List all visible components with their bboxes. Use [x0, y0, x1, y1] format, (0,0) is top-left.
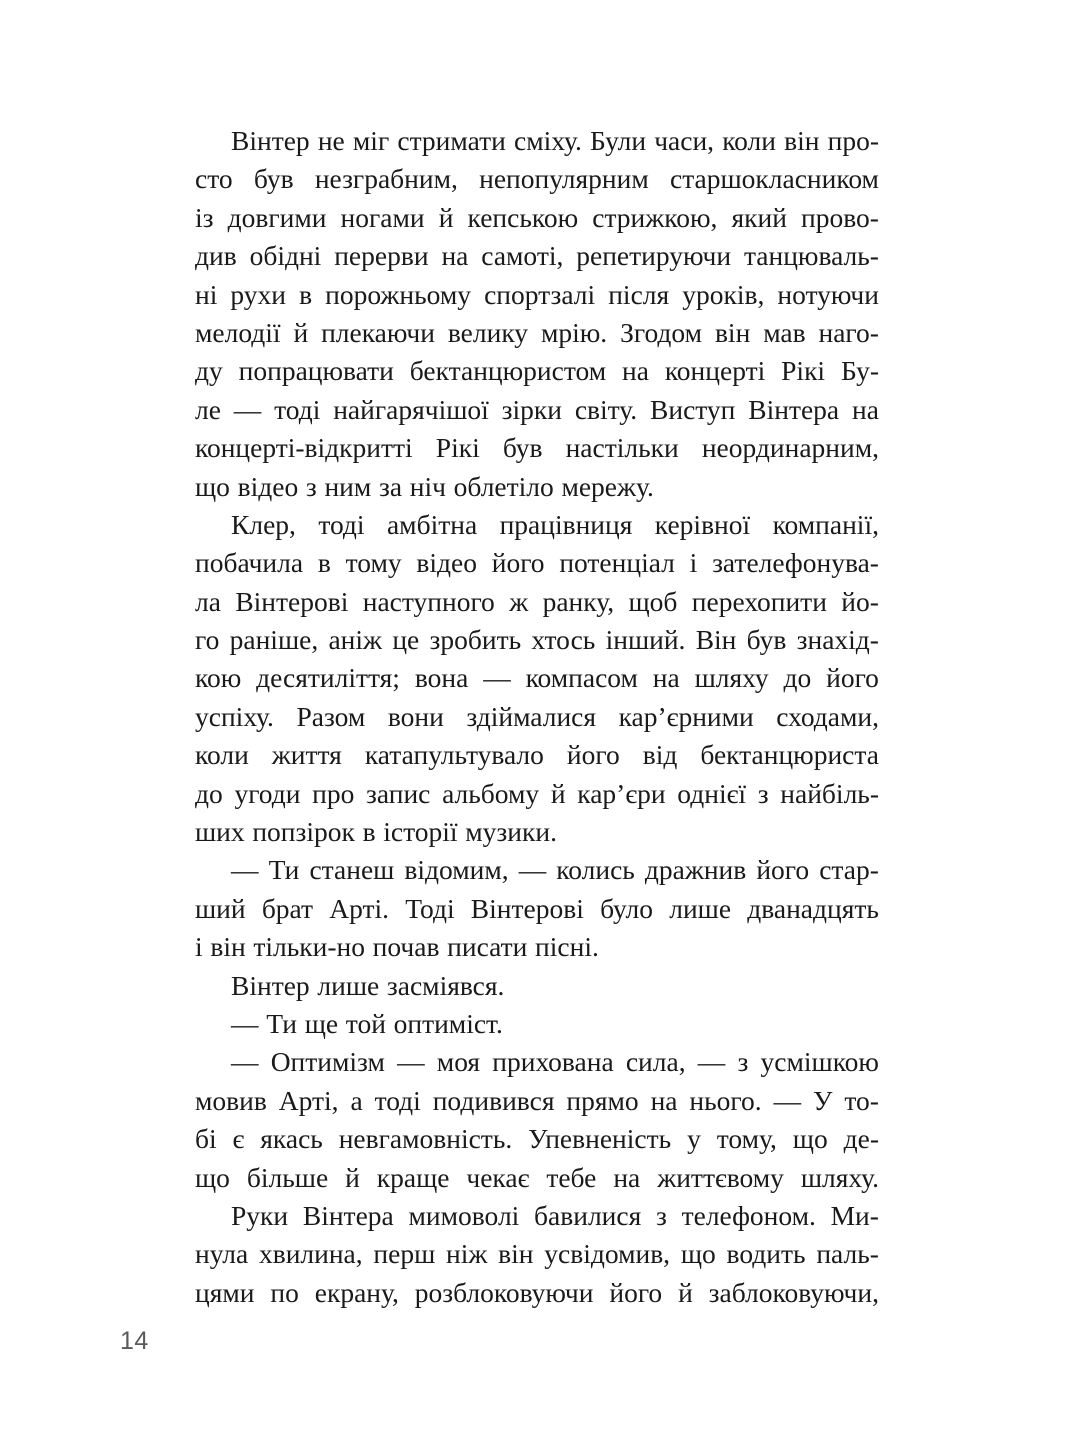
word: велику — [447, 316, 529, 348]
word: якась — [260, 1123, 323, 1155]
word: подивився — [432, 1084, 555, 1116]
word: тільки-но — [253, 931, 365, 963]
word: старшокласником — [669, 163, 879, 195]
text-line — [195, 391, 879, 429]
word: працівниця — [499, 508, 633, 540]
word: то- — [844, 1084, 879, 1116]
word: його — [491, 547, 545, 579]
word: кепською — [467, 201, 579, 233]
word: його — [756, 854, 810, 886]
word: часи, — [654, 125, 715, 156]
text-line — [195, 928, 879, 966]
word: аніж — [328, 624, 383, 656]
word: зателефонува- — [712, 547, 879, 579]
word: катапультувало — [364, 739, 544, 771]
word: світу. — [574, 393, 638, 425]
word: ніч — [409, 470, 446, 502]
word: угоди — [234, 777, 301, 809]
word: — — [233, 393, 262, 425]
word: краще — [376, 1161, 450, 1193]
word: ним — [324, 470, 372, 502]
word: неординарним, — [701, 432, 879, 464]
word: — — [397, 1046, 425, 1078]
paragraph — [195, 1005, 879, 1043]
word: зірки — [501, 393, 562, 425]
word: Він — [695, 624, 737, 656]
page-number: 14 — [120, 1327, 149, 1355]
paragraph — [195, 1043, 879, 1197]
word: Згодом — [620, 316, 703, 348]
word: Ми- — [830, 1199, 879, 1231]
word: ле — [195, 393, 221, 425]
word: з — [655, 1199, 667, 1231]
word: де- — [843, 1123, 879, 1155]
text-line — [195, 237, 879, 275]
word: Були — [589, 125, 647, 156]
word: вони — [387, 700, 444, 732]
word: сходами, — [776, 700, 879, 732]
word: облетіло — [453, 470, 554, 502]
text-line — [195, 1197, 879, 1235]
word: був — [253, 163, 294, 195]
word: усмішкою — [760, 1046, 879, 1078]
word: телефоном. — [681, 1199, 816, 1231]
word: ногами — [340, 201, 425, 233]
word: довгими — [227, 201, 327, 233]
word: попрацювати — [238, 355, 394, 387]
word: тоді — [274, 393, 321, 425]
word: Вінтерові — [235, 585, 349, 617]
word: в — [317, 547, 331, 579]
word: розблоковуючи — [414, 1276, 594, 1308]
word: Рікі — [781, 355, 826, 387]
word: дражнив — [644, 854, 747, 886]
word: за — [378, 470, 403, 502]
word: прово- — [801, 201, 879, 233]
word: й — [438, 201, 454, 233]
word: тому — [345, 547, 402, 579]
word: керівної — [654, 508, 751, 540]
word: Рікі — [435, 432, 480, 464]
word: він — [498, 1238, 534, 1270]
word: на — [613, 1161, 641, 1193]
word: сміху. — [514, 125, 582, 156]
word: Виступ — [650, 393, 736, 425]
word: ж — [509, 585, 529, 617]
word: тоді — [374, 1084, 421, 1116]
word: — — [231, 854, 259, 886]
text-line — [195, 851, 879, 889]
word: а — [350, 1084, 363, 1116]
word: настільки — [565, 432, 679, 464]
text-line — [195, 1159, 879, 1197]
word: перерви — [334, 240, 429, 272]
word: прямо — [566, 1084, 639, 1116]
word: від — [642, 739, 678, 771]
word: запис — [366, 777, 431, 809]
word: найгарячішої — [333, 393, 489, 425]
text-line — [195, 506, 879, 544]
word: у — [687, 1123, 701, 1155]
word: інший. — [605, 624, 686, 656]
word: життя — [271, 739, 342, 771]
word: почав — [372, 931, 440, 963]
word: ду — [195, 355, 223, 387]
word: обідні — [249, 240, 322, 272]
word: і — [689, 547, 698, 579]
word: з — [757, 777, 769, 809]
word: вона — [414, 662, 469, 694]
word: й — [550, 777, 566, 809]
paragraph — [195, 1197, 879, 1312]
word: тоді — [318, 508, 365, 540]
word: в — [299, 278, 313, 310]
word: що — [195, 1161, 230, 1193]
word: з — [737, 1046, 749, 1078]
word: — — [231, 1046, 259, 1078]
text-line — [195, 352, 879, 390]
word: що — [792, 1123, 828, 1155]
word: є — [232, 1123, 245, 1155]
word: ще — [304, 1007, 339, 1039]
word: засміявся. — [386, 969, 505, 1001]
word: тому, — [716, 1123, 777, 1155]
word: сто — [195, 163, 233, 195]
text-line — [195, 583, 879, 621]
text-line — [195, 544, 879, 582]
word: хвилина, — [258, 1238, 363, 1270]
word: здіймалися — [466, 700, 597, 732]
word: Бу- — [840, 355, 879, 387]
word: на — [622, 355, 649, 387]
word: концерті — [664, 355, 766, 387]
word: Ти — [268, 854, 300, 886]
word: моя — [436, 1046, 481, 1078]
word: пісні. — [535, 931, 599, 963]
word: заблоковуючи, — [708, 1276, 879, 1308]
word: коли — [195, 739, 249, 771]
word: непопулярним — [479, 163, 649, 195]
word: стримати — [397, 125, 506, 156]
word: Руки — [231, 1199, 289, 1231]
word: компасом — [525, 662, 638, 694]
text-line — [195, 199, 879, 237]
word: до — [195, 777, 223, 809]
word: — — [773, 1084, 802, 1116]
text-line — [195, 160, 879, 198]
word: нотуючи — [777, 278, 879, 310]
word: із — [195, 201, 214, 233]
word: спортзалі — [484, 278, 596, 310]
text-line — [195, 967, 879, 1005]
word: станеш — [309, 854, 395, 886]
word: мережу. — [561, 470, 654, 502]
word: мрію. — [540, 316, 608, 348]
word: й — [345, 1161, 360, 1193]
word: самоті, — [481, 240, 564, 272]
word: він — [784, 125, 820, 156]
word: десятиліття; — [256, 662, 400, 694]
paragraph — [195, 851, 879, 966]
word: див — [195, 240, 237, 272]
word: його — [566, 739, 620, 771]
word: йо- — [841, 585, 879, 617]
word: відео — [416, 547, 477, 579]
word: на — [652, 662, 680, 694]
word: ранку, — [542, 585, 615, 617]
word: Вінтер — [231, 125, 310, 156]
word: хтось — [531, 624, 596, 656]
word: мелодії — [195, 316, 281, 348]
word: його — [609, 1276, 663, 1308]
word: ла — [195, 585, 221, 617]
text-line — [195, 813, 879, 851]
text-line — [195, 1235, 879, 1273]
word: оптиміст. — [393, 1007, 503, 1039]
text-line — [195, 698, 879, 736]
word: про- — [827, 125, 879, 156]
word: мовив — [195, 1084, 267, 1116]
word: — — [483, 662, 511, 694]
word: усвідомив, — [544, 1238, 671, 1270]
word: про — [312, 777, 355, 809]
word: Тоді — [405, 892, 455, 924]
word: після — [608, 278, 670, 310]
word: Ти — [266, 1007, 298, 1039]
word: Оптимізм — [270, 1046, 385, 1078]
word: відомим, — [404, 854, 509, 886]
word: писати — [447, 931, 528, 963]
word: танцюваль- — [743, 240, 879, 272]
word: колись — [556, 854, 635, 886]
word: тебе — [546, 1161, 597, 1193]
word: шляху — [694, 662, 769, 694]
word: Вінтера — [748, 393, 840, 425]
body-text-column — [195, 122, 879, 1312]
word: бектанцюриста — [700, 739, 879, 771]
word: знахід- — [796, 624, 879, 656]
text-line — [195, 1005, 879, 1043]
word: той — [345, 1007, 386, 1039]
paragraph — [195, 506, 879, 852]
word: це — [392, 624, 420, 656]
word: невгамовність. — [338, 1123, 513, 1155]
word: що — [680, 1238, 716, 1270]
word: коли — [722, 125, 776, 156]
word: ший — [195, 892, 246, 924]
word: цями — [195, 1276, 255, 1308]
text-line — [195, 1120, 879, 1158]
word: більше — [246, 1161, 329, 1193]
word: альбому — [442, 777, 540, 809]
word: ніж — [446, 1238, 488, 1270]
word: життєвому — [657, 1161, 784, 1193]
word: Вінтер — [231, 969, 310, 1001]
word: мав — [763, 316, 806, 348]
text-line — [195, 314, 879, 352]
word: нього. — [689, 1084, 762, 1116]
word: міг — [352, 125, 390, 156]
word: бектанцюристом — [409, 355, 607, 387]
word: він — [210, 931, 246, 963]
word: відео — [237, 470, 299, 502]
word: зробить — [429, 624, 522, 656]
word: його — [826, 662, 879, 694]
paragraph — [195, 122, 879, 506]
word: бі — [195, 1123, 217, 1155]
word: — — [697, 1046, 726, 1078]
word: Вінтера — [302, 1199, 394, 1231]
word: лише — [317, 969, 380, 1001]
word: історії — [383, 816, 458, 848]
word: уроків, — [682, 278, 765, 310]
word: в — [362, 816, 376, 848]
text-line — [195, 1082, 879, 1120]
word: концерті-відкритті — [195, 432, 413, 464]
word: і — [195, 931, 203, 963]
text-line — [195, 775, 879, 813]
word: Вінтерові — [470, 892, 584, 924]
word: наго- — [818, 316, 879, 348]
word: компанії, — [772, 508, 879, 540]
word: бавилися — [534, 1199, 642, 1231]
word: ні — [195, 278, 218, 310]
word: го — [195, 624, 220, 656]
word: Упевненість — [528, 1123, 672, 1155]
word: успіху. — [195, 700, 274, 732]
text-line — [195, 429, 879, 467]
word: Разом — [296, 700, 366, 732]
word: не — [317, 125, 345, 156]
word: прихована — [492, 1046, 614, 1078]
text-line — [195, 736, 879, 774]
word: дванадцять — [747, 892, 879, 924]
word: стар- — [819, 854, 879, 886]
word: який — [731, 201, 787, 233]
word: по — [270, 1276, 299, 1308]
word: мимоволі — [408, 1199, 520, 1231]
word: нула — [195, 1238, 249, 1270]
word: щоб — [628, 585, 678, 617]
word: ших — [195, 816, 245, 848]
word: на — [650, 1084, 678, 1116]
paragraph — [195, 967, 879, 1005]
word: порожньому — [325, 278, 472, 310]
word: лише — [669, 892, 732, 924]
word: було — [600, 892, 654, 924]
word: кар’єри — [577, 777, 666, 809]
text-line — [195, 468, 879, 506]
word: шляху. — [800, 1161, 879, 1193]
text-line — [195, 659, 879, 697]
word: потенціал — [559, 547, 675, 579]
word: незграбним, — [314, 163, 458, 195]
word: — — [231, 1007, 259, 1039]
word: з — [305, 470, 317, 502]
word: побачила — [195, 547, 304, 579]
word: паль- — [816, 1238, 879, 1270]
word: й — [678, 1276, 693, 1308]
word: чекає — [466, 1161, 530, 1193]
word: що — [195, 470, 230, 502]
word: раніше, — [229, 624, 319, 656]
word: Арті, — [278, 1084, 339, 1116]
text-line — [195, 1274, 879, 1312]
word: найбіль- — [780, 777, 879, 809]
word: кар’єрними — [618, 700, 754, 732]
word: брат — [261, 892, 314, 924]
word: до — [783, 662, 812, 694]
word: на — [441, 240, 469, 272]
word: У — [812, 1084, 833, 1116]
word: однієї — [677, 777, 747, 809]
word: попзірок — [252, 816, 355, 848]
word: був — [746, 624, 787, 656]
word: екрану, — [314, 1276, 399, 1308]
word: Арті. — [329, 892, 390, 924]
text-line — [195, 890, 879, 928]
word: Клер, — [231, 508, 296, 540]
word: — — [518, 854, 547, 886]
word: амбітна — [386, 508, 478, 540]
word: наступного — [362, 585, 495, 617]
word: перехопити — [691, 585, 827, 617]
word: перш — [373, 1238, 436, 1270]
word: на — [851, 393, 879, 425]
text-line — [195, 621, 879, 659]
word: й — [293, 316, 309, 348]
word: водить — [726, 1238, 806, 1270]
word: рухи — [230, 278, 287, 310]
word: музики. — [465, 816, 557, 848]
word: був — [502, 432, 543, 464]
word: він — [714, 316, 751, 348]
text-line — [195, 1043, 879, 1081]
word: кою — [195, 662, 242, 694]
word: сила, — [625, 1046, 686, 1078]
word: стрижкою, — [592, 201, 718, 233]
word: репетируючи — [576, 240, 732, 272]
text-line — [195, 276, 879, 314]
text-line — [195, 122, 879, 160]
word: плекаючи — [321, 316, 435, 348]
